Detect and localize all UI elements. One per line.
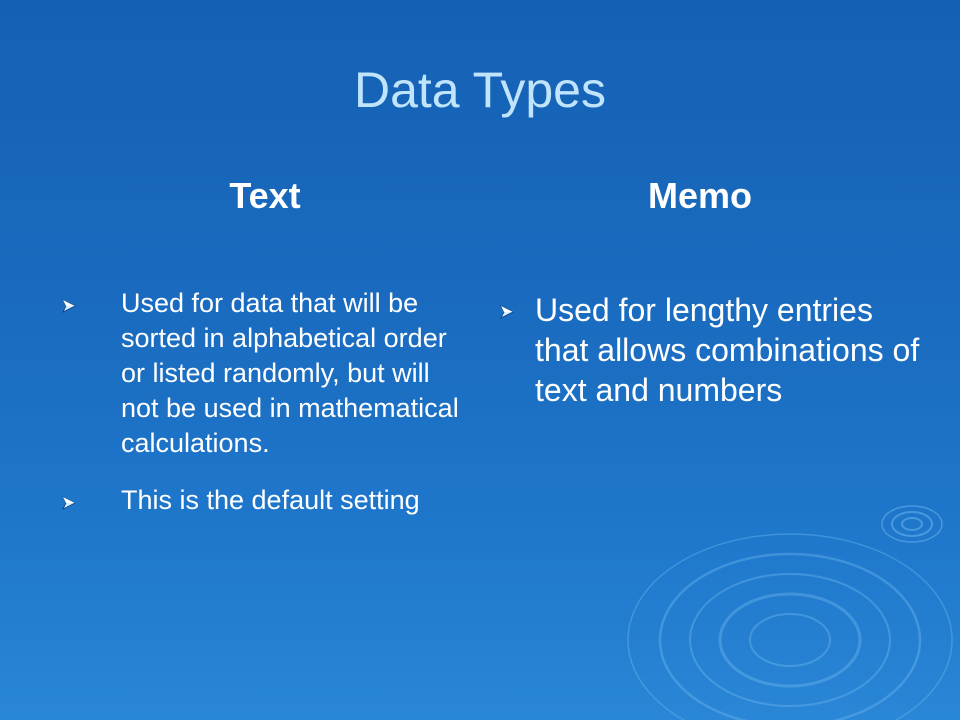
list-item <box>500 290 930 410</box>
arrow-bullet-icon <box>62 299 76 313</box>
text-bullet-list <box>62 286 462 518</box>
bullet-text: Used for data that will be sorted in alphabetical order or listed randomly, but will not be used in mathematical calculations. <box>121 288 459 458</box>
column-heading-text: Text <box>229 175 301 216</box>
slide-title: Data Types <box>353 62 606 118</box>
list-item <box>62 286 462 461</box>
arrow-bullet-icon <box>500 305 514 319</box>
ripple-large <box>628 534 952 720</box>
column-heading-memo: Memo <box>647 175 752 216</box>
bullet-text: Used for lengthy entries that allows combinations of text and numbers <box>535 292 920 408</box>
memo-bullet-list <box>500 290 930 410</box>
arrow-bullet-icon <box>62 496 76 510</box>
list-item <box>62 483 462 518</box>
bullet-text: This is the default setting <box>121 485 420 515</box>
ripple-small <box>882 506 942 542</box>
